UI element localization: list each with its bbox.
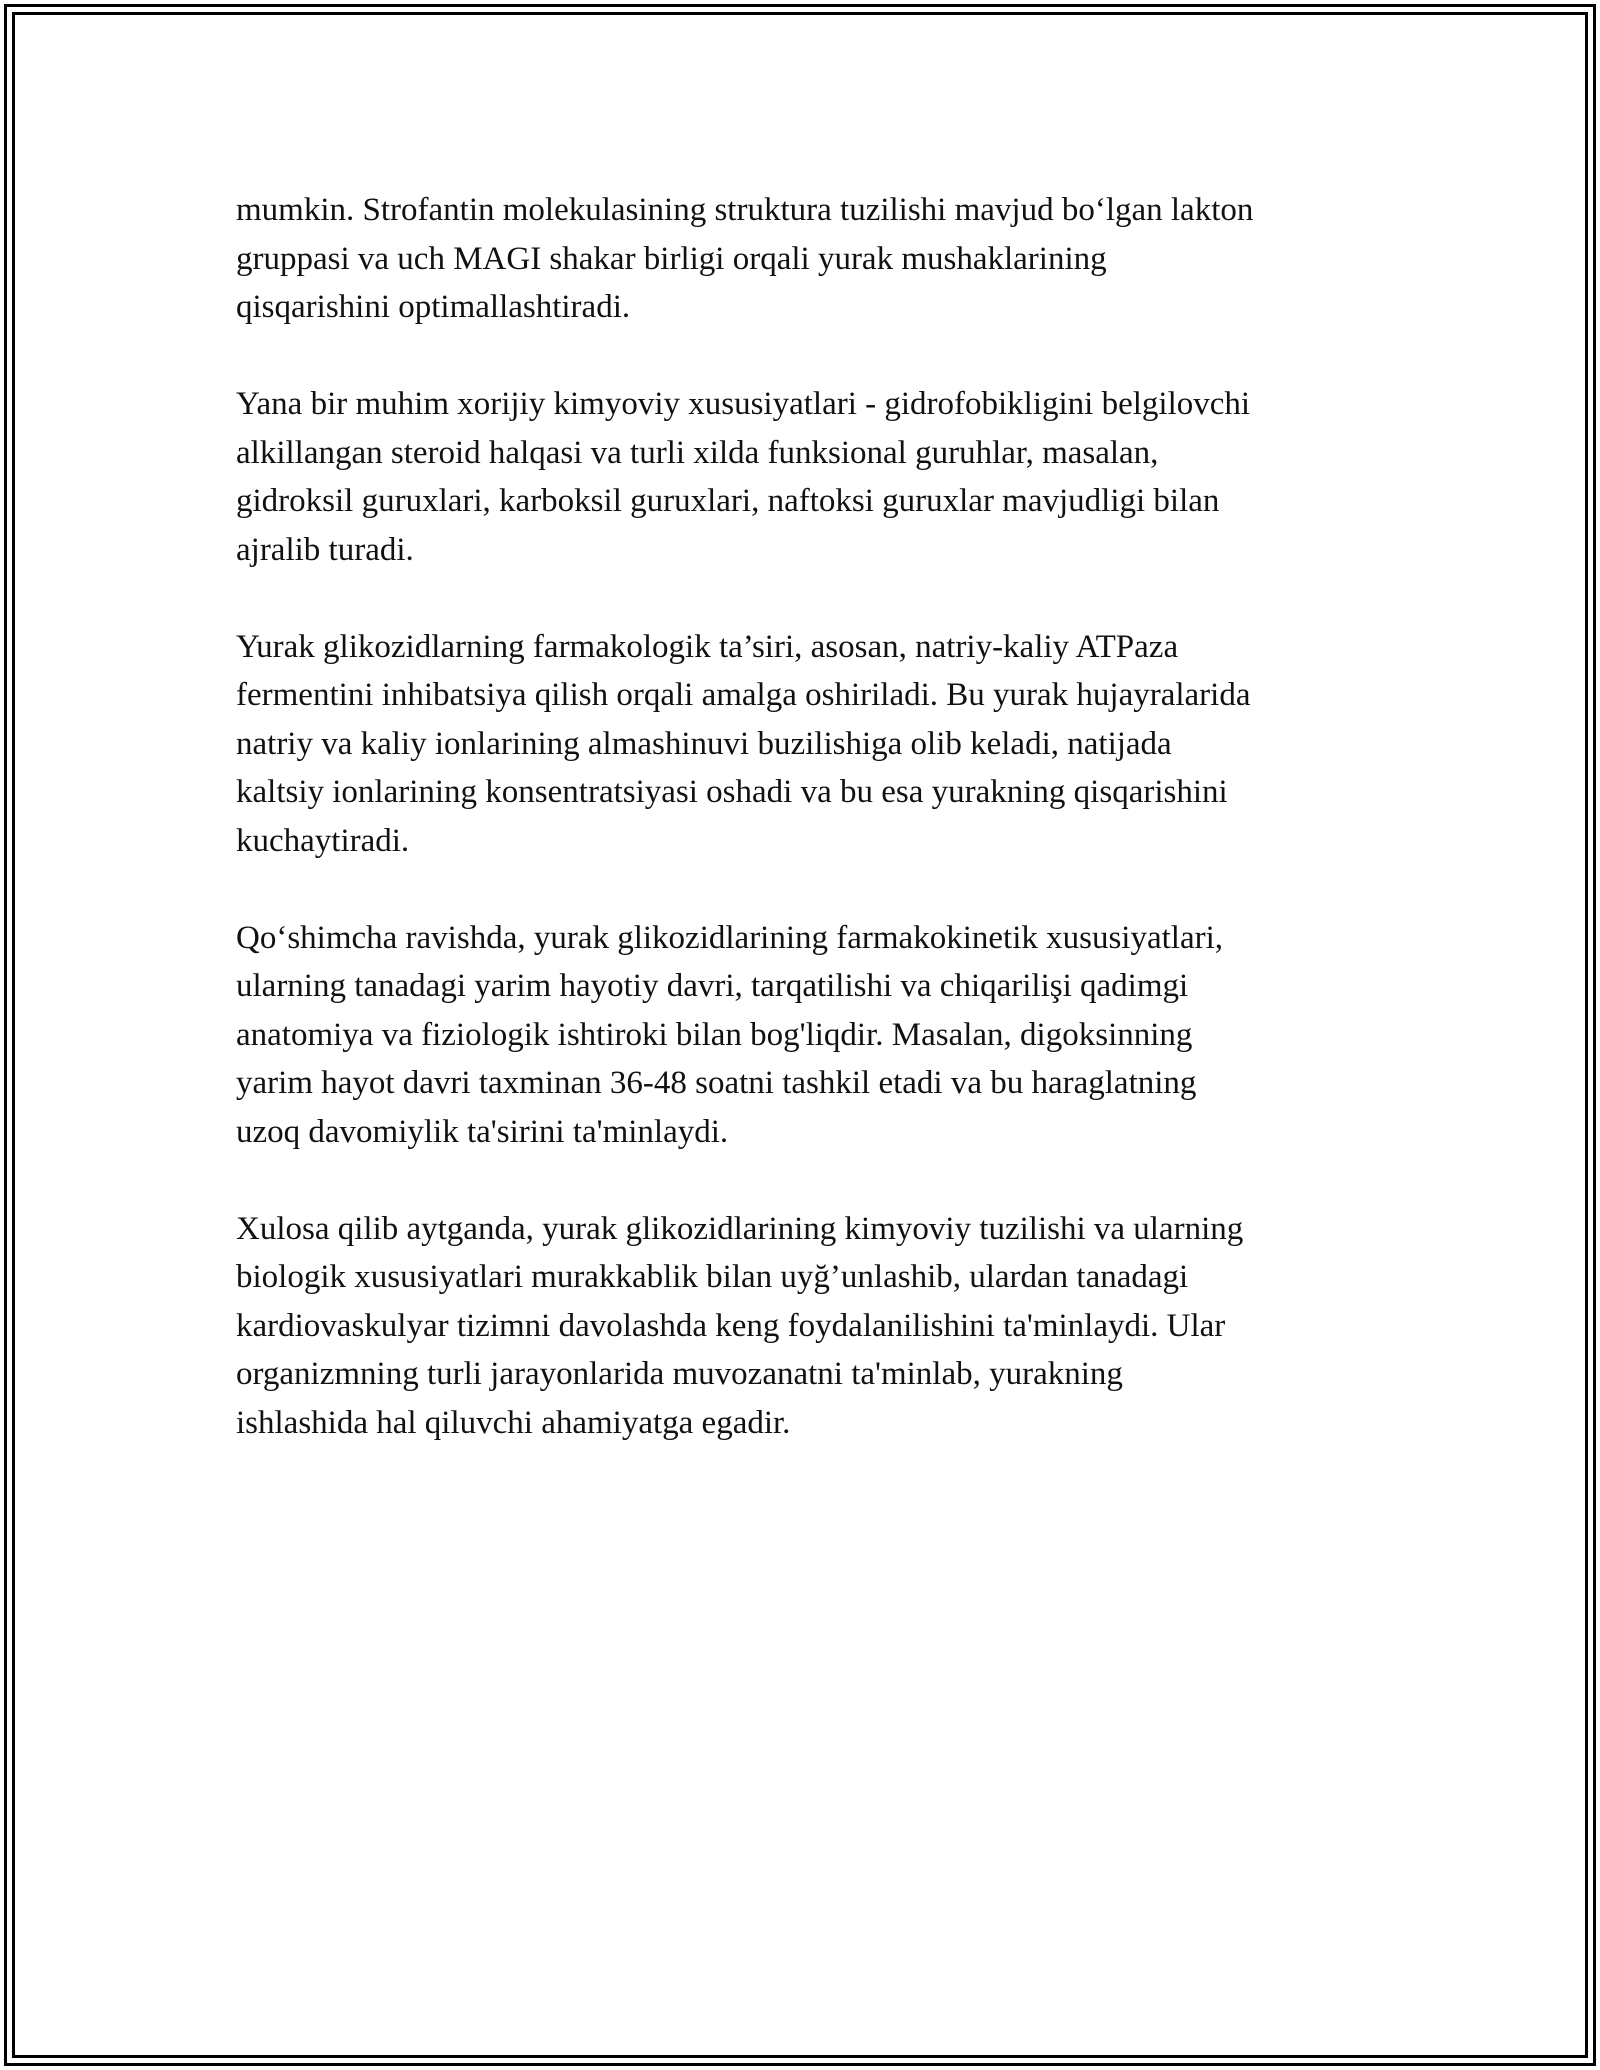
paragraph-3: Yurak glikozidlarning farmakologik ta’siri, asosan, natriy-kaliy ATPaza fermentini inhibatsiya qilish orqali amalga oshiriladi. Bu yurak hujayralarida natriy va kaliy ionlarining almashinuvi buzilishiga olib keladi, natijada kaltsiy ionlarining konsentratsiyasi oshadi va bu esa yurakning qisqarishini kuchaytiradi. <box>236 628 1251 859</box>
paragraph-5: Xulosa qilib aytganda, yurak glikozidlarining kimyoviy tuzilishi va ularning biologik xususiyatlari murakkablik bilan uyğ’unlashib, ulardan tanadagi kardiovaskulyar tizimni davolashda keng foydalanilishini ta'minlaydi. Ular organizmning turli jarayonlarida muvozanatni ta'minlab, yurakning ishlashida hal qiluvchi ahamiyatga egadir. <box>236 1210 1244 1441</box>
paragraph-4: Qo‘shimcha ravishda, yurak glikozidlarining farmakokinetik xususiyatlari, ularning tanadagi yarim hayotiy davri, tarqatilishi va chiqarilişi qadimgi anatomiya va fiziologik ishtiroki bilan bog'liqdir. Masalan, digoksinning yarim hayot davri taxminan 36-48 soatni tashkil etadi va bu haraglatning uzoq davomiylik ta'sirini ta'minlaydi. <box>236 919 1224 1150</box>
paragraph-1: mumkin. Strofantin molekulasining struktura tuzilishi mavjud bo‘lgan lakton gruppasi va uch MAGI shakar birligi orqali yurak mushaklarining qisqarishini optimallashtiradi. <box>236 192 1254 325</box>
paragraph-2: Yana bir muhim xorijiy kimyoviy xususiyatlari - gidrofobikligini belgilovchi alkillangan steroid halqasi va turli xilda funksional guruhlar, masalan, gidroksil guruxlari, karboksil guruxlari, naftoksi guruxlar mavjudligi bilan ajralib turadi. <box>236 386 1251 568</box>
document-body <box>236 186 1376 1496</box>
